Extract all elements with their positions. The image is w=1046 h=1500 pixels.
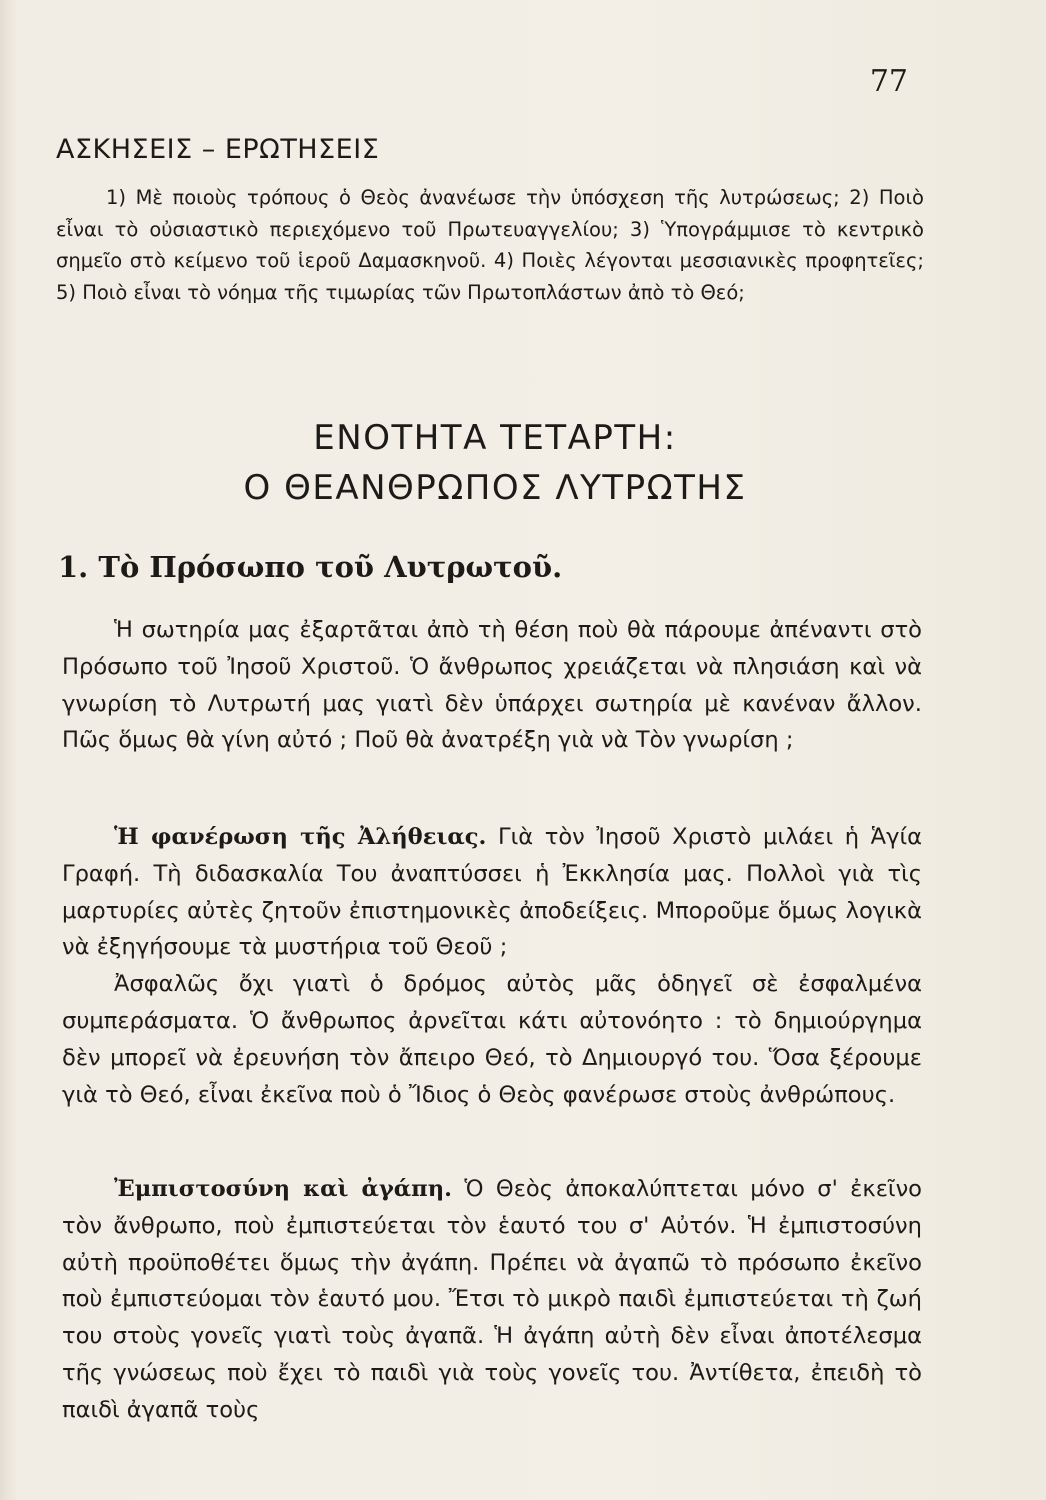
runin-heading-trust: Ἐμπιστοσύνη καὶ ἀγάπη. [114,1176,452,1202]
paragraph-salvation: Ἡ σωτηρία μας ἐξαρτᾶται ἀπὸ τὴ θέση ποὺ θὰ πάρουμε ἀπέναντι στὸ Πρόσωπο τοῦ Ἰησοῦ Χριστοῦ. Ὁ ἄνθρωπος χρειάζεται νὰ πλησιάση καὶ νὰ γνωρίση τὸ Λυτρωτή μας γιατὶ δὲν ὑπάρχει σωτηρία μὲ κανέναν ἄλλον. Πῶς ὅμως θὰ γίνη αὐτό ; Ποῦ θὰ ἀνατρέξη γιὰ νὰ Τὸν γνωρίση ; [62,617,922,754]
paragraph-revelation [62,819,922,966]
paragraph-certainly: Ἀσφαλῶς ὄχι γιατὶ ὁ δρόμος αὐτὸς μᾶς ὁδηγεῖ σὲ ἐσφαλμένα συμπεράσματα. Ὁ ἄνθρωπος ἀρνεῖται κάτι αὐτονόητο : τὸ δημιούργημα δὲν μπορεῖ νὰ ἐρευνήση τὸν ἄπειρο Θεό, τὸ Δημιουργό του. Ὅσα ξέρουμε γιὰ τὸ Θεό, εἶναι ἐκεῖνα ποὺ ὁ Ἴδιος ὁ Θεὸς φανέρωσε στοὺς ἀνθρώπους. [62,971,922,1108]
text-block-1 [62,612,922,759]
paragraph-trust-love [62,1171,922,1429]
section-title: 1. Τὸ Πρόσωπο τοῦ Λυτρωτοῦ. [58,550,563,584]
unit-heading-line2: Ο ΘΕΑΝΘΡΩΠΟΣ ΛΥΤΡΩΤΗΣ [243,468,747,508]
questions-paragraph: 1) Μὲ ποιοὺς τρόπους ὁ Θεὸς ἀνανέωσε τὴν ὑπόσχεση τῆς λυτρώσεως; 2) Ποιὸ εἶναι τὸ οὐσιαστικὸ περιεχόμενο τοῦ Πρωτευαγγελίου; 3) Ὑπογράμμισε τὸ κεντρικὸ σημεῖο στὸ κείμενο τοῦ ἱεροῦ Δαμασκηνοῦ. 4) Ποιὲς λέγονται μεσσιανικὲς προφητεῖες; 5) Ποιὸ εἶναι τὸ νόημα τῆς τιμωρίας τῶν Πρωτοπλάστων ἀπὸ τὸ Θεό; [56,186,924,304]
unit-heading-line1: ΕΝΟΤΗΤΑ ΤΕΤΑΡΤΗ: [313,418,677,458]
text-block-2 [62,819,922,1113]
text-block-3 [62,1171,922,1429]
paragraph-trust-text: Ὁ Θεὸς ἀποκαλύπτεται μόνο σ' ἐκεῖνο τὸν ἄνθρωπο, ποὺ ἐμπιστεύεται τὸν ἑαυτό του σ' Αὐτόν. Ἡ ἐμπιστοσύνη αὐτὴ προϋποθέτει ὅμως τὴν ἀγάπη. Πρέπει νὰ ἀγαπῶ τὸ πρόσωπο ἐκεῖνο ποὺ ἐμπιστεύομαι τὸν ἑαυτό μου. Ἔτσι τὸ μικρὸ παιδὶ ἐμπιστεύεται τὴ ζωή του στοὺς γονεῖς γιατὶ τοὺς ἀγαπᾶ. Ἡ ἀγάπη αὐτὴ δὲν εἶναι ἀποτέλεσμα τῆς γνώσεως ποὺ ἔχει τὸ παιδὶ γιὰ τοὺς γονεῖς του. Ἀντίθετα, ἐπειδὴ τὸ παιδὶ ἀγαπᾶ τοὺς [62,1176,923,1423]
runin-heading-revelation: Ἡ φανέρωση τῆς Ἀλήθειας. [114,824,487,850]
page-number: 77 [869,64,908,99]
exercises-questions [56,182,924,308]
exercises-heading: ΑΣΚΗΣΕΙΣ – ΕΡΩΤΗΣΕΙΣ [56,134,380,165]
paragraph-revelation-text: Γιὰ τὸν Ἰησοῦ Χριστὸ μιλάει ἡ Ἁγία Γραφή. Τὴ διδασκαλία Του ἀναπτύσσει ἡ Ἐκκλησία μας. Πολλοὶ γιὰ τὶς μαρτυρίες αὐτὲς ζητοῦν ἐπιστημονικὲς ἀποδείξεις. Μποροῦμε ὅμως λογικὰ νὰ ἐξηγήσουμε τὰ μυστήρια τοῦ Θεοῦ ; [62,824,922,961]
